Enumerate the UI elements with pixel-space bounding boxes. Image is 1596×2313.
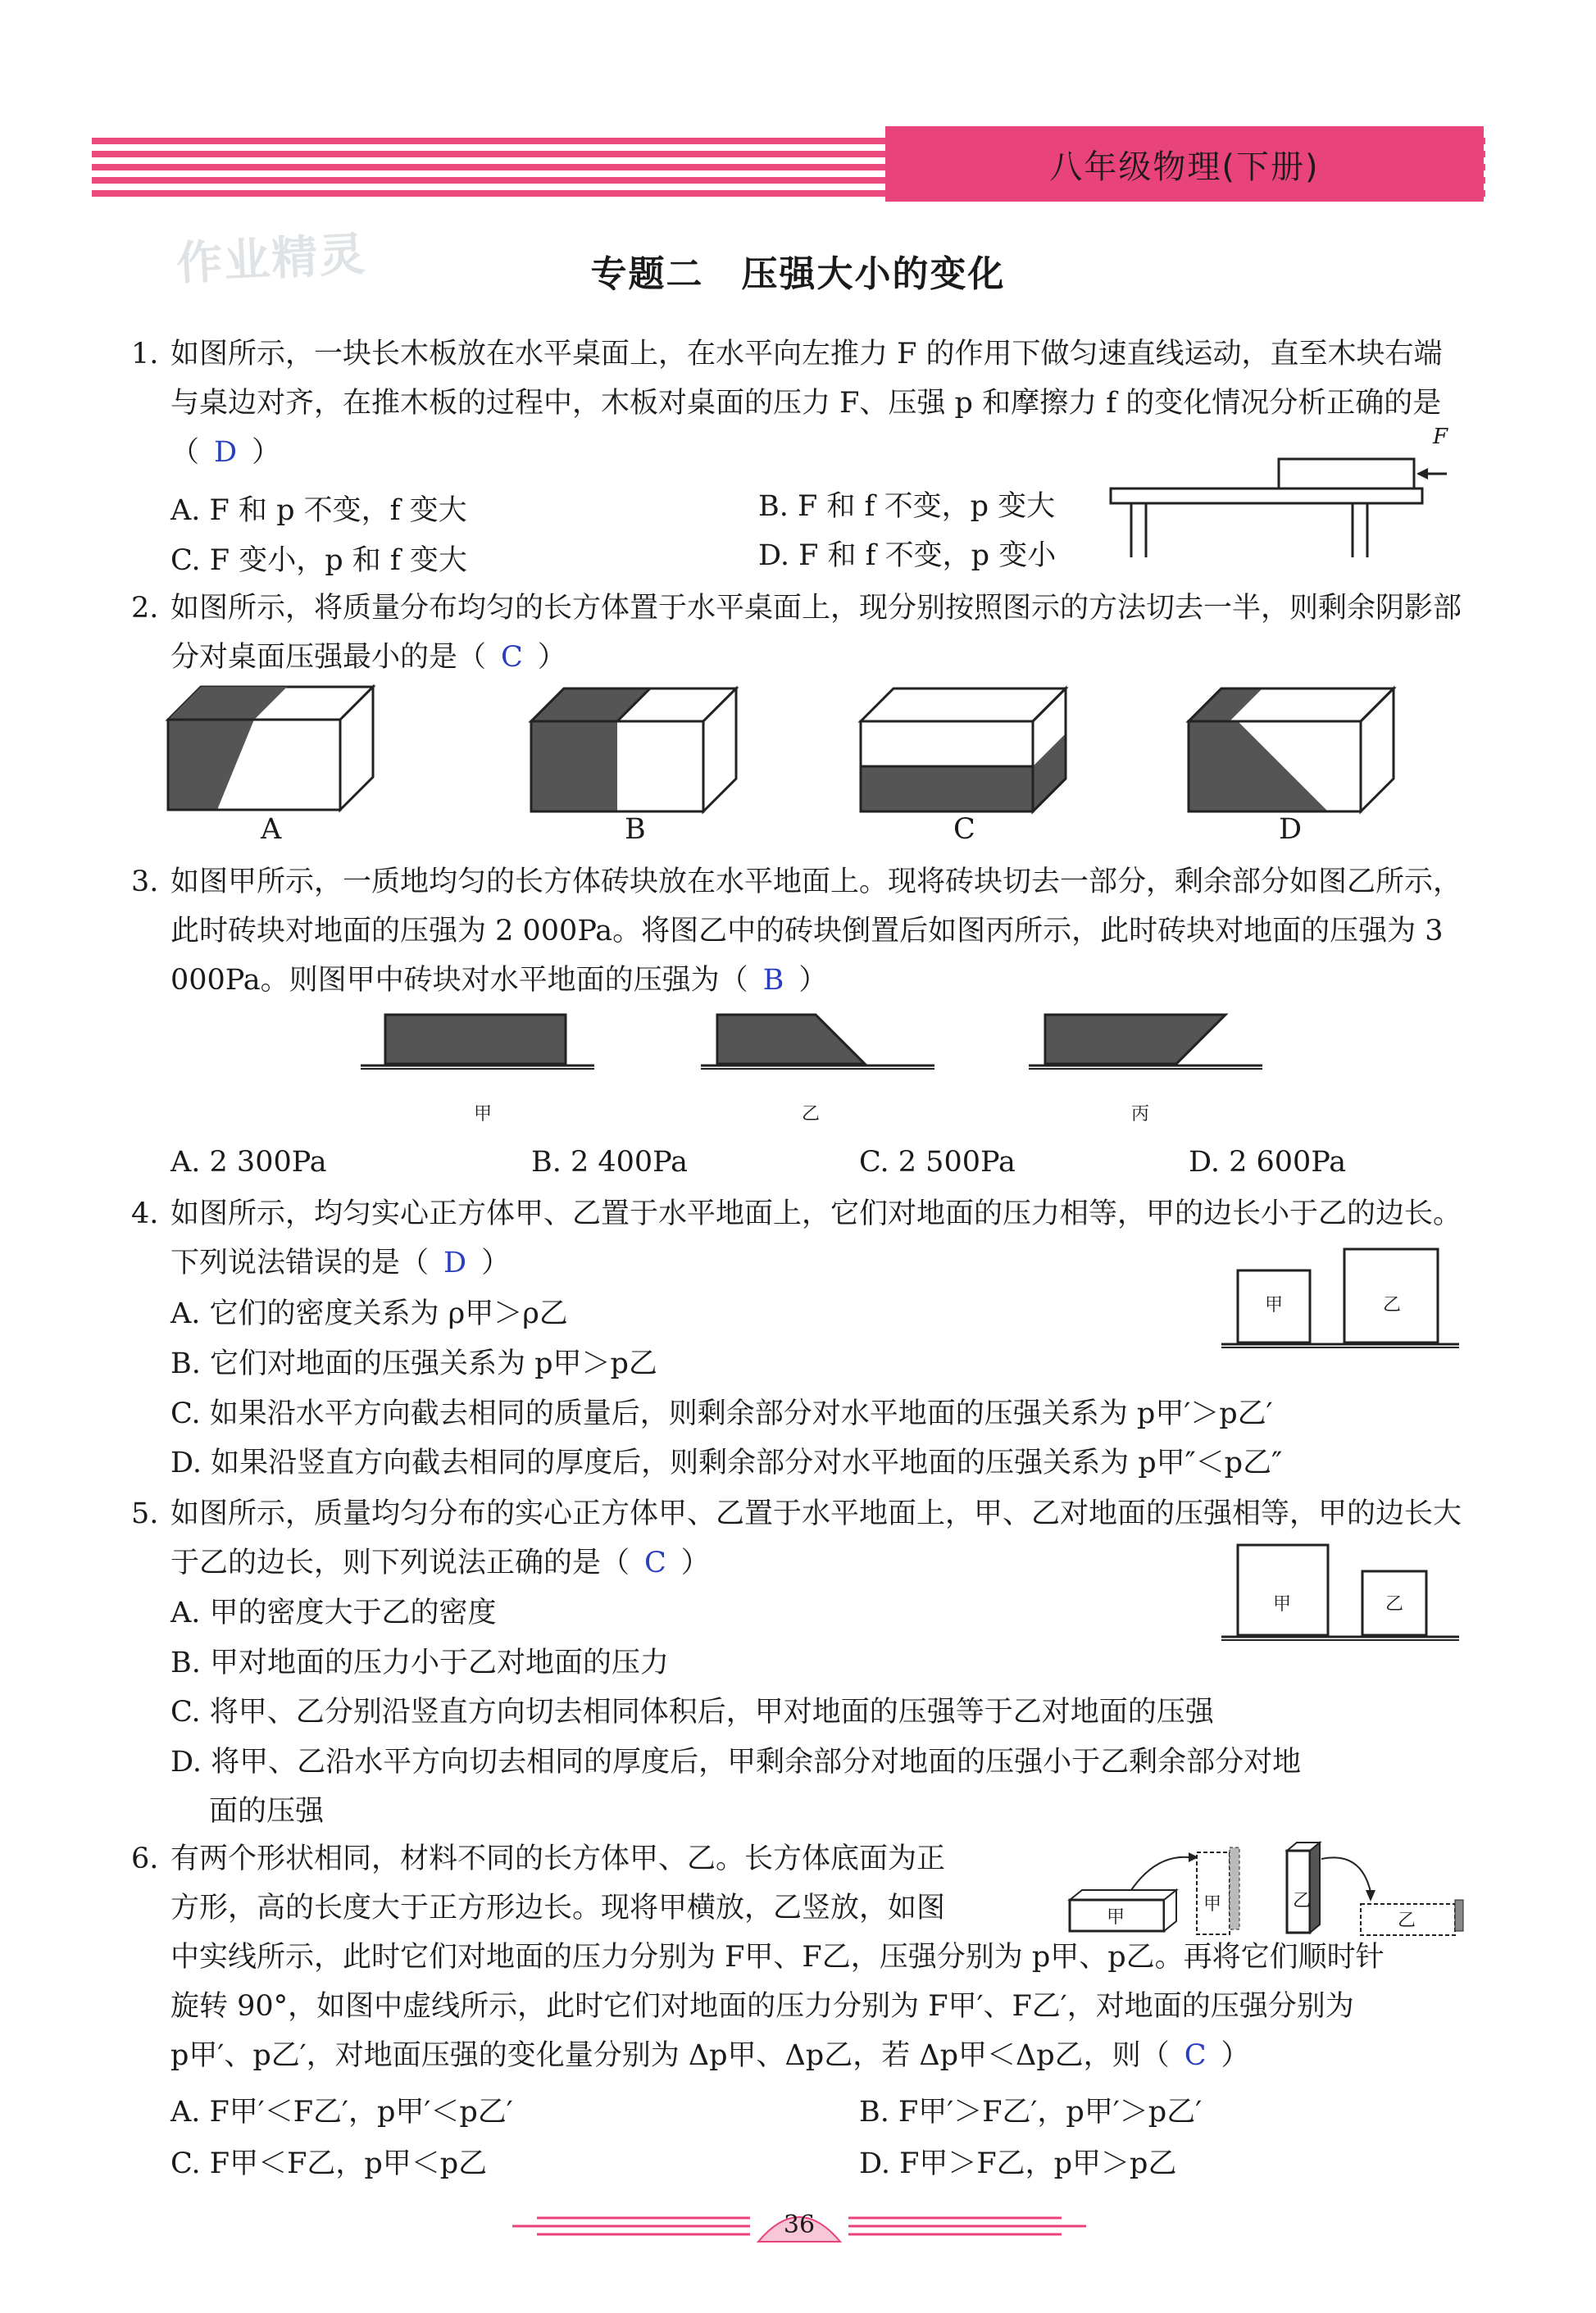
q6-label-jia-dashed: 甲 — [1203, 1894, 1222, 1915]
q4-option-c: C. 如果沿水平方向截去相同的质量后，则剩余部分对水平地面的压强关系为 p甲′＞p乙′ — [171, 1397, 1273, 1430]
q6-option-d: D. F甲＞F乙，p甲＞p乙 — [859, 2147, 1177, 2180]
page-title: 专题二 压强大小的变化 — [590, 253, 1006, 295]
question-3: 3. 如图甲所示，一质地均匀的长方体砖块放在水平地面上。现将砖块切去一部分，剩余部分如图乙所示，此时砖块对地面的压强为 2 000Pa。将图乙中的砖块倒置后如图丙所示，此时砖块对地面的压强为 3 000Pa。则图甲中砖块对水平地面的压强为（ B ） — [131, 866, 1462, 997]
q5-option-a: A. 甲的密度大于乙的密度 — [171, 1597, 497, 1629]
q4-label-yi: 乙 — [1383, 1295, 1402, 1316]
q2-figure-b — [531, 688, 744, 828]
q1-option-b: B. F 和 f 不变，p 变大 — [758, 490, 1056, 523]
q3-option-c: C. 2 500Pa — [859, 1146, 1016, 1179]
q6-figure — [1066, 1843, 1476, 1957]
q5-label-jia: 甲 — [1273, 1594, 1292, 1615]
q4-option-a: A. 它们的密度关系为 ρ甲＞ρ乙 — [171, 1297, 568, 1330]
q4-figure — [1221, 1239, 1484, 1346]
q3-figure-jia — [361, 1015, 607, 1080]
q3-label-jia: 甲 — [474, 1104, 493, 1125]
q5-option-c: C. 将甲、乙分别沿竖直方向切去相同体积后，甲对地面的压强等于乙对地面的压强 — [171, 1696, 1214, 1729]
q5-label-yi: 乙 — [1385, 1594, 1404, 1615]
q1-option-c: C. F 变小，p 和 f 变大 — [171, 544, 467, 577]
q2-label-a: A — [261, 813, 282, 846]
question-6-line-5: p甲′、p乙′，对地面压强的变化量分别为 Δp甲、Δp乙，若 Δp甲＜Δp乙，则（ C ） — [171, 2039, 1250, 2072]
q4-option-b: B. 它们对地面的压强关系为 p甲＞p乙 — [171, 1347, 657, 1380]
q1-option-d: D. F 和 f 不变，p 变小 — [758, 539, 1057, 572]
q6-label-yi-solid: 乙 — [1293, 1891, 1312, 1911]
question-5: 5. 如图所示，质量均匀分布的实心正方体甲、乙置于水平地面上，甲、乙对地面的压强相等，甲的边长大于乙的边长，则下列说法正确的是（ C ） — [131, 1497, 1462, 1579]
question-6-line-4: 旋转 90°，如图中虚线所示，此时它们对地面的压力分别为 F甲′、F乙′，对地面的压强分别为 — [171, 1990, 1354, 2023]
q2-label-d: D — [1279, 813, 1303, 846]
question-6: 6. 有两个形状相同，材料不同的长方体甲、乙。长方体底面为正 — [131, 1843, 946, 1875]
q6-label-jia-solid: 甲 — [1107, 1907, 1125, 1928]
question-4: 4. 如图所示，均匀实心正方体甲、乙置于水平地面上，它们对地面的压力相等，甲的边长小于乙的边长。下列说法错误的是（ D ） — [131, 1197, 1462, 1279]
q2-figure-c — [861, 688, 1074, 828]
q4-label-jia: 甲 — [1265, 1295, 1284, 1316]
q3-option-d: D. 2 600Pa — [1189, 1146, 1347, 1179]
q5-figure — [1221, 1537, 1484, 1660]
page-number: 36 — [783, 2211, 816, 2239]
q3-option-b: B. 2 400Pa — [531, 1146, 689, 1179]
q6-option-c: C. F甲＜F乙，p甲＜p乙 — [171, 2147, 488, 2180]
header-book-title: 八年级物理(下册) — [885, 126, 1484, 202]
q6-option-a: A. F甲′＜F乙′，p甲′＜p乙′ — [171, 2096, 513, 2129]
question-6-line-2: 方形，高的长度大于正方形边长。现将甲横放，乙竖放，如图 — [171, 1892, 946, 1924]
question-2: 2. 如图所示，将质量分布均匀的长方体置于水平桌面上，现分别按照图示的方法切去一半，则剩余阴影部分对桌面压强最小的是（ C ） — [131, 592, 1462, 674]
q5-option-d-cont: 面的压强 — [209, 1795, 325, 1828]
q2-figure-d — [1189, 688, 1402, 828]
q3-figure-yi — [701, 1015, 947, 1080]
q1-force-label: F — [1433, 425, 1448, 449]
q2-figure-a — [168, 687, 381, 826]
q2-label-b: B — [625, 813, 646, 846]
q4-option-d: D. 如果沿竖直方向截去相同的厚度后，则剩余部分对水平地面的压强关系为 p甲″＜p乙″ — [171, 1447, 1283, 1479]
question-6-line-3: 中实线所示，此时它们对地面的压力分别为 F甲、F乙，压强分别为 p甲、p乙。再将它们顺时针 — [171, 1941, 1385, 1974]
watermark: 作业精灵 — [175, 227, 368, 292]
q5-option-b: B. 甲对地面的压力小于乙对地面的压力 — [171, 1647, 669, 1679]
question-1: 1. 如图所示，一块长木板放在水平桌面上，在水平向左推力 F 的作用下做匀速直线运动，直至木块右端与桌边对齐，在推木板的过程中，木板对桌面的压力 F、压强 p 和摩擦力 f 的变化情况分析正确的是（ D ） — [131, 338, 1443, 469]
q3-label-bing: 丙 — [1131, 1104, 1150, 1125]
q2-label-c: C — [953, 813, 975, 846]
q3-figure-bing — [1029, 1015, 1275, 1080]
q6-option-b: B. F甲′＞F乙′，p甲′＞p乙′ — [859, 2096, 1203, 2129]
q6-label-yi-dashed: 乙 — [1398, 1911, 1416, 1931]
q5-option-d: D. 将甲、乙沿水平方向切去相同的厚度后，甲剩余部分对地面的压强小于乙剩余部分对地 — [171, 1746, 1302, 1779]
q3-option-a: A. 2 300Pa — [171, 1146, 327, 1179]
q1-option-a: A. F 和 p 不变，f 变大 — [171, 494, 467, 527]
q3-label-yi: 乙 — [802, 1104, 821, 1125]
